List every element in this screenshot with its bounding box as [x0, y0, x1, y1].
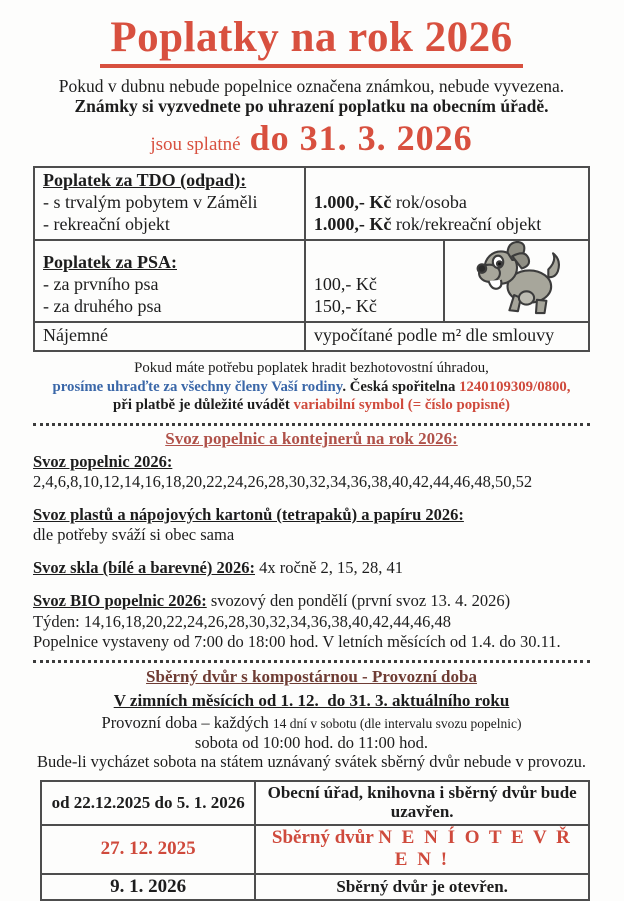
glass-note: 4x ročně 2, 15, 28, 41 — [255, 558, 404, 578]
closure-table — [40, 780, 590, 901]
bins-heading: Svoz popelnic 2026: — [33, 451, 173, 471]
dog-image-cell — [444, 240, 589, 322]
bio-weeks: Týden: 14,16,18,20,22,24,26,28,30,32,34,36,38,40,42,44,46,48 — [33, 611, 451, 631]
intro-line-1: Pokud v dubnu nebude popelnice označena známkou, nebude vyvezena. — [58, 75, 565, 96]
tdo-value-1: 1.000,- Kč rok/osoba — [313, 192, 467, 213]
fees-table — [33, 166, 590, 352]
plastics-heading: Svoz plastů a nápojových kartonů (tetrapaků) a papíru 2026: — [33, 505, 464, 525]
saturday-hours: sobota od 10:00 hod. do 11:00 hod. — [194, 732, 429, 752]
tdo-item-1: - s trvalým pobytem v Záměli — [43, 192, 258, 213]
rent-label-cell: Nájemné — [34, 322, 305, 351]
closure-date-3: 9. 1. 2026 — [41, 874, 255, 901]
collection-heading: Svoz popelnic a kontejnerů na rok 2026: — [165, 428, 458, 448]
bio-hours: Popelnice vystaveny od 7:00 do 18:00 hod. V letních měsících od 1.4. do 30.11. — [33, 631, 561, 651]
bins-section — [33, 452, 590, 492]
tdo-heading: Poplatek za TDO (odpad): — [43, 170, 247, 191]
page-title: Poplatky na rok 2026 — [100, 16, 522, 68]
variable-symbol-note: variabilní symbol (= číslo popisné) — [293, 397, 510, 414]
payment-note-line-3: při platbě je důležité uvádět variabilní symbol (= číslo popisné) — [113, 397, 510, 414]
payment-note — [33, 359, 590, 415]
psa-item-2: - za druhého psa — [43, 295, 162, 316]
bio-heading: Svoz BIO popelnic 2026: — [33, 591, 207, 611]
closure-info-2: Sběrný dvůr N E N Í O T E V Ř E N ! — [255, 825, 589, 874]
tdo-item-2: - rekreační objekt — [43, 214, 170, 235]
psa-label-cell — [34, 240, 305, 322]
holiday-note: Bude-li vycházet sobota na státem uznávaný svátek sběrný dvůr nebude v provozu. — [37, 752, 586, 772]
glass-heading: Svoz skla (bílé a barevné) 2026: — [33, 558, 255, 578]
psa-value-2: 150,- Kč — [313, 295, 377, 316]
due-date-line — [33, 117, 590, 159]
psa-heading: Poplatek za PSA: — [43, 252, 177, 273]
schedule-detail: 14 dní v sobotu (dle intervalu svozu popelnic) — [272, 715, 522, 731]
bio-section — [33, 591, 590, 651]
psa-value-1: 100,- Kč — [313, 274, 377, 295]
closure-row-3 — [41, 874, 589, 901]
payment-note-line-2 — [33, 378, 590, 397]
tdo-label-cell — [34, 167, 305, 240]
closure-row-2 — [41, 825, 589, 874]
glass-section — [33, 558, 590, 578]
closure-info-1: Obecní úřad, knihovna i sběrný dvůr bude uzavřen. — [255, 781, 589, 825]
psa-item-1: - za prvního psa — [43, 274, 159, 295]
fees-row-psa — [34, 240, 589, 322]
intro-line-2: Známky si vyzvednete po uhrazení poplatku na obecním úřadě. — [74, 95, 549, 116]
schedule-main: Provozní doba – každých — [101, 712, 273, 732]
bins-weeks: 2,4,6,8,10,12,14,16,18,20,22,24,26,28,30,32,34,36,38,40,42,44,46,48,50,52 — [33, 471, 533, 491]
fees-row-rent — [34, 322, 589, 351]
tdo-value-2: 1.000,- Kč rok/rekreační objekt — [313, 214, 542, 235]
winter-heading: V zimních měsících od 1. 12. do 31. 3. aktuálního roku — [113, 690, 510, 710]
due-prefix: jsou splatné — [150, 134, 241, 156]
bio-note: svozový den pondělí (první svoz 13. 4. 2026) — [206, 591, 511, 611]
psa-value-cell — [305, 240, 444, 322]
payment-note-line-1: Pokud máte potřebu poplatek hradit bezhotovostní úhradou, — [134, 359, 489, 376]
tdo-value-cell — [305, 167, 589, 240]
family-note: prosíme uhraďte za všechny členy Vaší rodiny — [52, 378, 343, 395]
bio-heading-line — [33, 591, 590, 611]
plastics-section — [33, 505, 590, 545]
closure-row-1 — [41, 781, 589, 825]
bank-name: . Česká spořitelna — [342, 378, 460, 395]
dotted-divider-bottom — [33, 656, 590, 663]
yard-schedule-line — [33, 713, 590, 733]
dotted-divider-top — [33, 419, 590, 426]
yard-heading: Sběrný dvůr s kompostárnou - Provozní doba — [146, 666, 477, 686]
closure-info-3: Sběrný dvůr je otevřen. — [255, 874, 589, 901]
closure-date-2: 27. 12. 2025 — [41, 825, 255, 874]
account-number: 1240109309/0800, — [459, 378, 571, 395]
plastics-note: dle potřeby sváží si obec sama — [33, 525, 235, 545]
title-block — [33, 16, 590, 68]
closure-date-1: od 22.12.2025 do 5. 1. 2026 — [41, 781, 255, 825]
due-date: do 31. 3. 2026 — [249, 118, 473, 159]
dog-clipart-icon — [469, 299, 565, 319]
fees-row-tdo — [34, 167, 589, 240]
rent-value-cell: vypočítané podle m² dle smlouvy — [305, 322, 589, 351]
